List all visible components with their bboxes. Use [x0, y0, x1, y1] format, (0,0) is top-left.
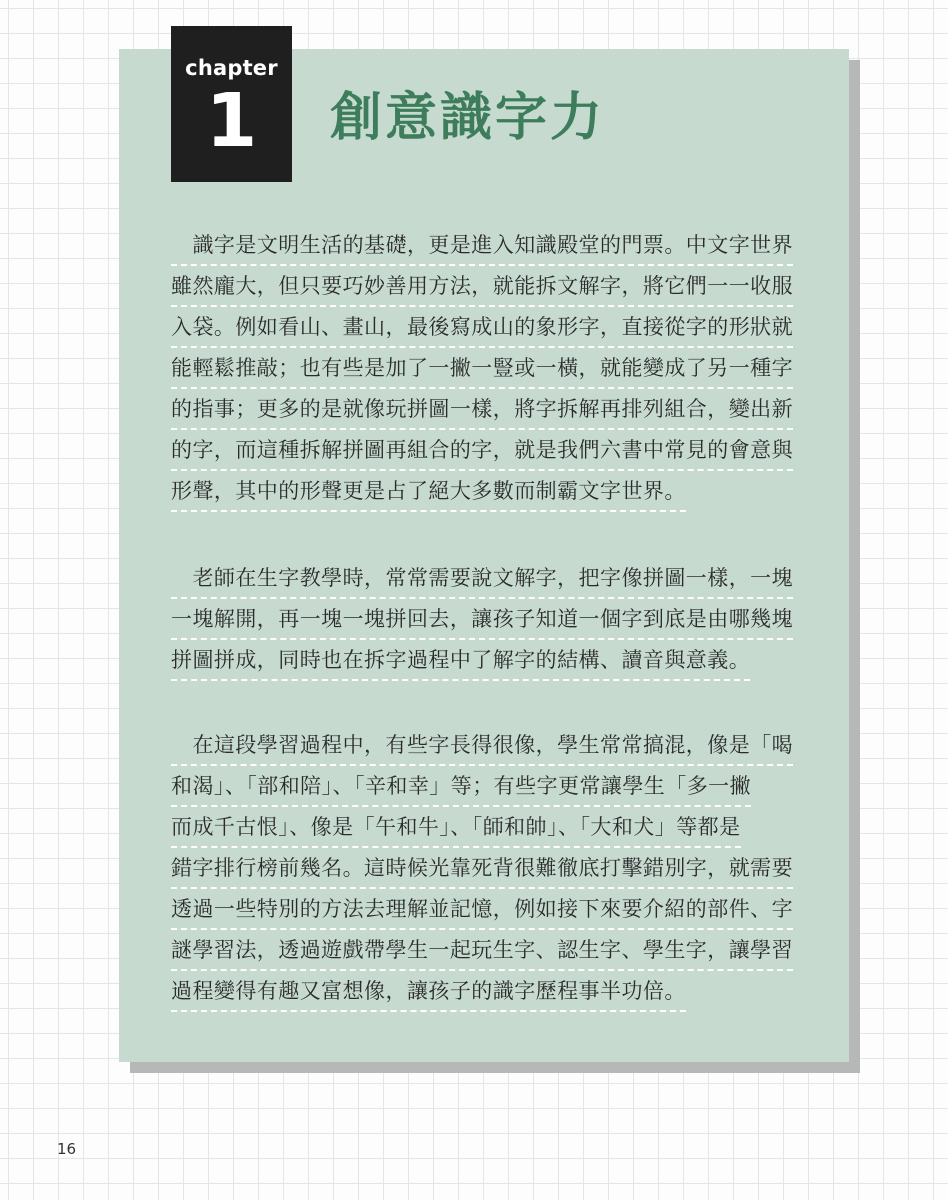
- text-line: 謎學習法，透過遊戲帶學生一起玩生字、認生字、學生字，讓學習: [171, 932, 811, 973]
- chapter-title: 創意識字力: [330, 87, 606, 148]
- text-line: 雖然龐大，但只要巧妙善用方法，就能拆文解字，將它們一一收服: [171, 268, 811, 309]
- page-number: 16: [57, 1140, 77, 1158]
- text-line: 錯字排行榜前幾名。這時候光靠死背很難徹底打擊錯別字，就需要: [171, 850, 811, 891]
- text-line: 能輕鬆推敲；也有些是加了一撇一豎或一橫，就能變成了另一種字: [171, 350, 811, 391]
- paragraph-2: [171, 560, 811, 683]
- text-line: 的指事；更多的是就像玩拼圖一樣，將字拆解再排列組合，變出新: [171, 391, 811, 432]
- paragraph-1: [171, 227, 811, 514]
- chapter-label: chapter: [185, 56, 278, 80]
- chapter-badge: [171, 26, 292, 182]
- chapter-number: 1: [205, 78, 258, 164]
- text-line: 透過一些特別的方法去理解並記憶，例如接下來要介紹的部件、字: [171, 891, 811, 932]
- text-line: 和渴」、「部和陪」、「辛和幸」等；有些字更常讓學生「多一撇: [171, 768, 811, 809]
- text-line: 一塊解開，再一塊一塊拼回去，讓孩子知道一個字到底是由哪幾塊: [171, 601, 811, 642]
- text-line: 入袋。例如看山、畫山，最後寫成山的象形字，直接從字的形狀就: [171, 309, 811, 350]
- text-line: 老師在生字教學時，常常需要說文解字，把字像拼圖一樣，一塊: [171, 560, 811, 601]
- text-line: 識字是文明生活的基礎，更是進入知識殿堂的門票。中文字世界: [171, 227, 811, 268]
- text-line: 形聲，其中的形聲更是占了絕大多數而制霸文字世界。: [171, 473, 811, 514]
- paragraph-3: [171, 727, 811, 1014]
- text-line: 過程變得有趣又富想像，讓孩子的識字歷程事半功倍。: [171, 973, 811, 1014]
- text-line: 而成千古恨」、像是「午和牛」、「師和帥」、「大和犬」等都是: [171, 809, 811, 850]
- text-line: 拼圖拼成，同時也在拆字過程中了解字的結構、讀音與意義。: [171, 642, 811, 683]
- text-line: 在這段學習過程中，有些字長得很像，學生常常搞混，像是「喝: [171, 727, 811, 768]
- text-line: 的字，而這種拆解拼圖再組合的字，就是我們六書中常見的會意與: [171, 432, 811, 473]
